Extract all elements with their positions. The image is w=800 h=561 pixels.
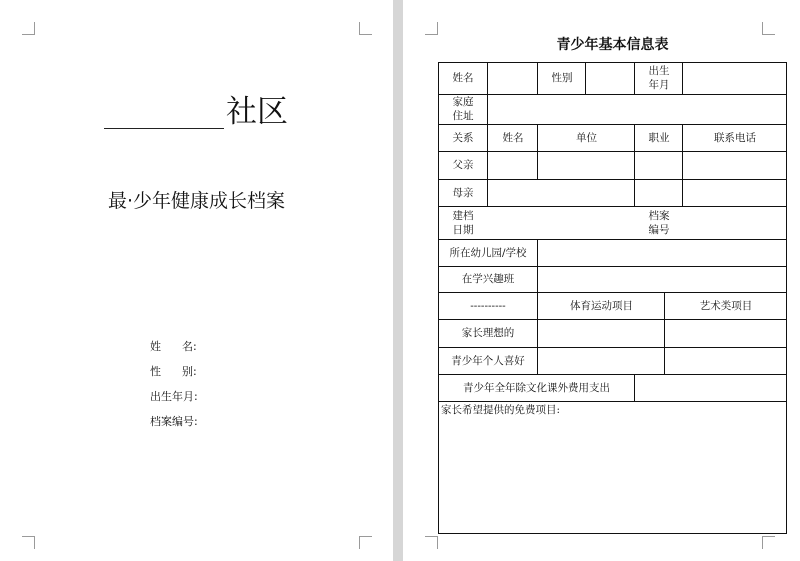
crop-mark — [762, 22, 775, 35]
label-file-no: 档案 编号 — [648, 209, 670, 236]
col-arts: 艺术类项目 — [699, 299, 753, 312]
label-gender: 性别 — [551, 72, 573, 84]
label-relation: 关系 — [452, 131, 474, 144]
crop-mark — [359, 536, 372, 549]
col-name: 姓名 — [502, 131, 524, 144]
community-title: 社区 — [226, 94, 288, 130]
archive-title: 最·少年健康成长档案 — [107, 190, 286, 212]
col-unit: 单位 — [576, 131, 597, 144]
label-file-date: 建档 日期 — [452, 209, 474, 236]
col-sports: 体育运动项目 — [570, 299, 633, 312]
crop-mark — [425, 536, 438, 549]
label-mother: 母亲 — [452, 186, 474, 199]
crop-mark — [22, 22, 35, 35]
cover-field-file-no: 档案编号: — [150, 415, 198, 428]
col-job: 职业 — [648, 131, 670, 144]
cover-page — [0, 0, 393, 561]
label-expense: 青少年全年除文化课外费用支出 — [463, 381, 610, 394]
crop-mark — [762, 536, 775, 549]
crop-mark — [359, 22, 372, 35]
label-hobby: 青少年个人喜好 — [451, 354, 525, 367]
form-title: 青少年基本信息表 — [556, 37, 669, 53]
crop-mark — [425, 22, 438, 35]
label-father: 父亲 — [452, 159, 474, 171]
label-birth: 出生 年月 — [648, 65, 670, 91]
label-parent-ideal: 家长理想的 — [461, 327, 515, 339]
dashes-cell: ---------- — [470, 299, 506, 312]
label-free-items: 家长希望提供的免费项目: — [441, 404, 561, 416]
crop-mark — [22, 536, 35, 549]
label-address: 家庭 住址 — [452, 96, 474, 122]
cover-field-birth: 出生年月: — [150, 390, 198, 403]
community-blank-line — [104, 128, 224, 129]
label-name: 姓名 — [452, 72, 474, 84]
label-school: 所在幼儿园/学校 — [449, 246, 527, 259]
col-phone: 联系电话 — [714, 131, 756, 144]
label-interest: 在学兴趣班 — [461, 273, 515, 285]
cover-field-name: 姓 名: — [150, 340, 197, 353]
cover-field-gender: 性 别: — [150, 365, 197, 378]
